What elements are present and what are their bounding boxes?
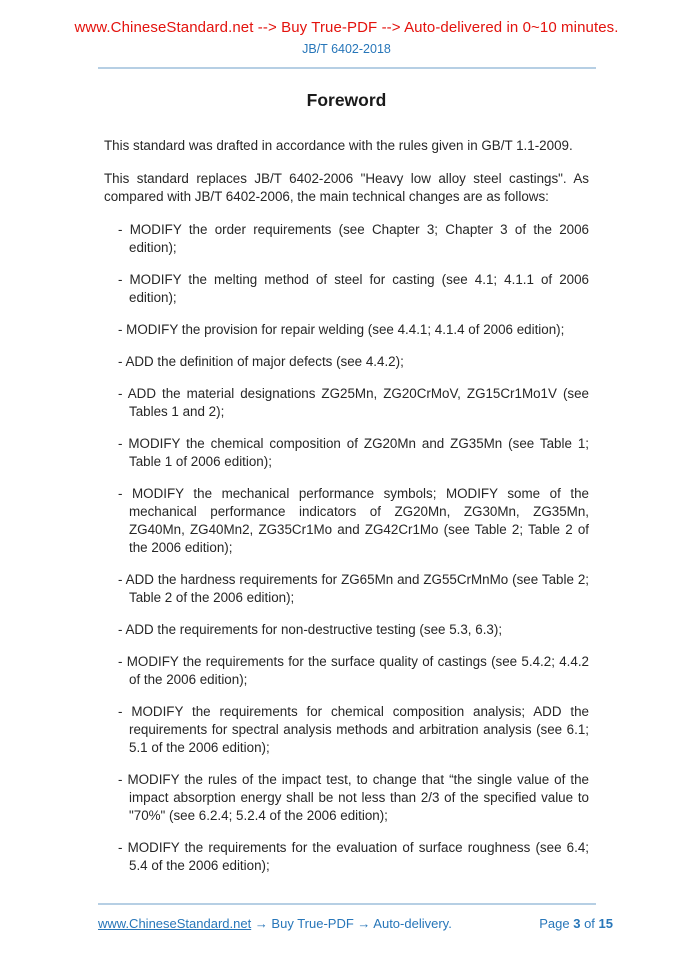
- change-item: - MODIFY the rules of the impact test, to change that “the single value of the impact absorption energy shall be not less than 2/3 of the specified value to "70%" (see 6.2.4; 5.2.4 of the 2006 edition);: [118, 772, 589, 823]
- paragraph-replaces: This standard replaces JB/T 6402-2006 "Heavy low alloy steel castings". As compared with JB/T 6402-2006, the main technical changes are as follows:: [104, 171, 589, 204]
- footer-tagline-text: → Buy True-PDF → Auto-delivery.: [251, 916, 452, 931]
- change-item: - ADD the material designations ZG25Mn, ZG20CrMoV, ZG15Cr1Mo1V (see Tables 1 and 2);: [118, 386, 589, 419]
- page-total: 15: [598, 916, 613, 931]
- change-item: - MODIFY the requirements for the evaluation of surface roughness (see 6.4; 5.4 of the 2006 edition);: [118, 840, 589, 873]
- promo-banner: www.ChineseStandard.net --> Buy True-PDF --> Auto-delivered in 0~10 minutes.: [74, 19, 619, 36]
- change-item: - MODIFY the requirements for the surface quality of castings (see 5.4.2; 4.4.2 of the 2006 edition);: [118, 654, 589, 687]
- page-current: 3: [573, 916, 581, 931]
- change-item: - MODIFY the provision for repair welding (see 4.4.1; 4.1.4 of 2006 edition);: [118, 322, 565, 337]
- footer-divider: [98, 903, 596, 905]
- change-item: - MODIFY the requirements for chemical composition analysis; ADD the requirements for spectral analysis methods and arbitration analysis (see 6.1; 5.1 of the 2006 edition);: [118, 704, 589, 755]
- document-body: [104, 137, 589, 875]
- page-footer: [0, 903, 693, 931]
- page-title: Foreword: [306, 90, 387, 110]
- change-item: - ADD the requirements for non-destructive testing (see 5.3, 6.3);: [118, 622, 503, 637]
- change-item: - MODIFY the order requirements (see Chapter 3; Chapter 3 of the 2006 edition);: [118, 222, 589, 255]
- header-divider: [98, 67, 596, 69]
- page-indicator: [539, 916, 613, 931]
- change-item: - MODIFY the melting method of steel for casting (see 4.1; 4.1.1 of 2006 edition);: [118, 272, 589, 305]
- of-label: of: [584, 916, 595, 931]
- standard-number: JB/T 6402-2018: [302, 42, 391, 56]
- change-item: - MODIFY the chemical composition of ZG20Mn and ZG35Mn (see Table 1; Table 1 of 2006 edition);: [118, 436, 589, 469]
- change-item: - ADD the definition of major defects (see 4.4.2);: [118, 354, 404, 369]
- page-header: [0, 0, 693, 69]
- footer-tagline: [98, 916, 452, 931]
- paragraph-drafted: This standard was drafted in accordance with the rules given in GB/T 1.1-2009.: [104, 138, 573, 153]
- change-item: - ADD the hardness requirements for ZG65Mn and ZG55CrMnMo (see Table 2; Table 2 of the 2006 edition);: [118, 572, 589, 605]
- footer-link[interactable]: www.ChineseStandard.net: [98, 916, 252, 931]
- page-label: Page: [539, 916, 570, 931]
- change-item: - MODIFY the mechanical performance symbols; MODIFY some of the mechanical performance indicators of ZG20Mn, ZG30Mn, ZG35Mn, ZG40Mn, ZG40Mn2, ZG35Cr1Mo and ZG42Cr1Mo (see Table 2; Table 2 of the 2006 edition);: [118, 486, 589, 555]
